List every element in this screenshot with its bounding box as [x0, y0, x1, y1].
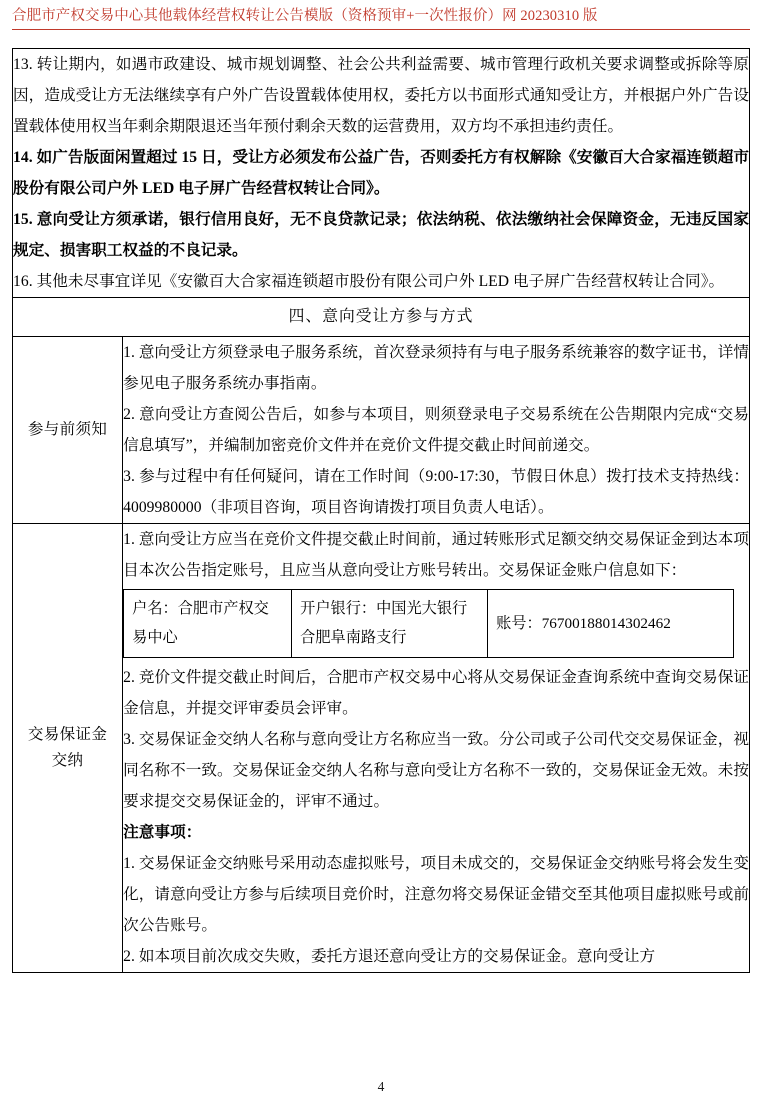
announcement-table — [12, 48, 750, 973]
row-label-deposit-payment — [13, 524, 123, 973]
bank-name-value: 中国光大银行合肥阜南路支行 — [300, 600, 468, 646]
deposit-notice-paragraph-2: 2. 如本项目前次成交失败，委托方退还意向受让方的交易保证金。意向受让方 — [123, 948, 656, 965]
table-row-terms — [13, 49, 750, 298]
page-header-divider — [12, 29, 750, 30]
bank-account-number-label: 账号： — [496, 614, 542, 632]
table-row-section-heading — [13, 298, 750, 337]
terms-paragraph-15: 15. 意向受让方须承诺，银行信用良好，无不良贷款记录；依法纳税、依法缴纳社会保障资金，无违反国家规定、损害职工权益的不良记录。 — [13, 211, 749, 259]
section-heading-cell — [13, 298, 750, 337]
page-header-title: 合肥市产权交易中心其他载体经营权转让公告模版（资格预审+一次性报价）网 20230310 版 — [12, 8, 598, 24]
deposit-notice-heading: 注意事项： — [123, 824, 202, 841]
notice-paragraph-1: 1. 意向受让方须登录电子服务系统，首次登录须持有与电子服务系统兼容的数字证书，详情参见电子服务系统办事指南。 — [123, 344, 749, 392]
row-label-deposit-line-2: 交纳 — [51, 752, 84, 769]
deposit-paragraph-2: 2. 竞价文件提交截止时间后，合肥市产权交易中心将从交易保证金查询系统中查询交易保证金信息，并提交评审委员会评审。 — [123, 669, 749, 717]
bank-account-number-cell — [488, 590, 734, 658]
terms-paragraph-16: 16. 其他未尽事宜详见《安徽百大合家福连锁超市股份有限公司户外 LED 电子屏广告经营权转让合同》。 — [13, 273, 725, 290]
section-heading-text: 四、意向受让方参与方式 — [288, 308, 474, 325]
deposit-intro-paragraph: 1. 意向受让方应当在竞价文件提交截止时间前，通过转账形式足额交纳交易保证金到达本项目本次公告指定账号，且应当从意向受让方账号转出。交易保证金账户信息如下： — [123, 531, 749, 579]
terms-cell — [13, 49, 750, 298]
bank-account-row — [124, 590, 734, 658]
participation-notice-cell — [123, 337, 750, 524]
page-number: 4 — [377, 1079, 385, 1094]
deposit-paragraph-3: 3. 交易保证金交纳人名称与意向受让方名称应当一致。分公司或子公司代交交易保证金，视同名称不一致。交易保证金交纳人名称与意向受让方名称不一致的，交易保证金无效。未按要求提交交易保证金的，评审不通过。 — [123, 731, 749, 810]
table-row-deposit-payment — [13, 524, 750, 973]
page-running-header — [12, 6, 750, 34]
row-label-participation-notice: 参与前须知 — [13, 337, 123, 524]
deposit-notice-paragraph-1: 1. 交易保证金交纳账号采用动态虚拟账号，项目未成交的，交易保证金交纳账号将会发生变化，请意向受让方参与后续项目竞价时，注意勿将交易保证金错交至其他项目虚拟账号或前次公告账号。 — [123, 855, 749, 934]
bank-account-number-value: 76700188014302462 — [541, 614, 671, 632]
bank-account-table — [123, 589, 734, 658]
bank-account-name-value: 合肥市产权交易中心 — [132, 600, 269, 646]
notice-paragraph-2: 2. 意向受让方查阅公告后，如参与本项目，则须登录电子交易系统在公告期限内完成“交易信息填写”，并编制加密竞价文件并在竞价文件提交截止时间前递交。 — [123, 406, 749, 454]
bank-account-name-cell — [124, 590, 292, 658]
notice-paragraph-3: 3. 参与过程中有任何疑问，请在工作时间（9:00-17:30，节假日休息）拨打技术支持热线：4009980000（非项目咨询，项目咨询请拨打项目负责人电话）。 — [123, 468, 749, 516]
bank-name-label: 开户银行： — [300, 600, 377, 617]
bank-name-cell — [292, 590, 488, 658]
table-row-participation-notice — [13, 337, 750, 524]
terms-paragraph-14: 14. 如广告版面闲置超过 15 日，受让方必须发布公益广告，否则委托方有权解除《安徽百大合家福连锁超市股份有限公司户外 LED 电子屏广告经营权转让合同》。 — [13, 149, 749, 197]
terms-paragraph-13: 13. 转让期内，如遇市政建设、城市规划调整、社会公共利益需要、城市管理行政机关要求调整或拆除等原因，造成受让方无法继续享有户外广告设置载体使用权，委托方以书面形式通知受让方，并根据户外广告设置载体使用权当年剩余期限退还当年预付剩余天数的运营费用，双方均不承担违约责任。 — [13, 56, 749, 135]
row-label-deposit-line-1: 交易保证金 — [27, 726, 108, 743]
bank-account-name-label: 户名： — [132, 600, 178, 617]
deposit-payment-cell — [123, 524, 750, 973]
